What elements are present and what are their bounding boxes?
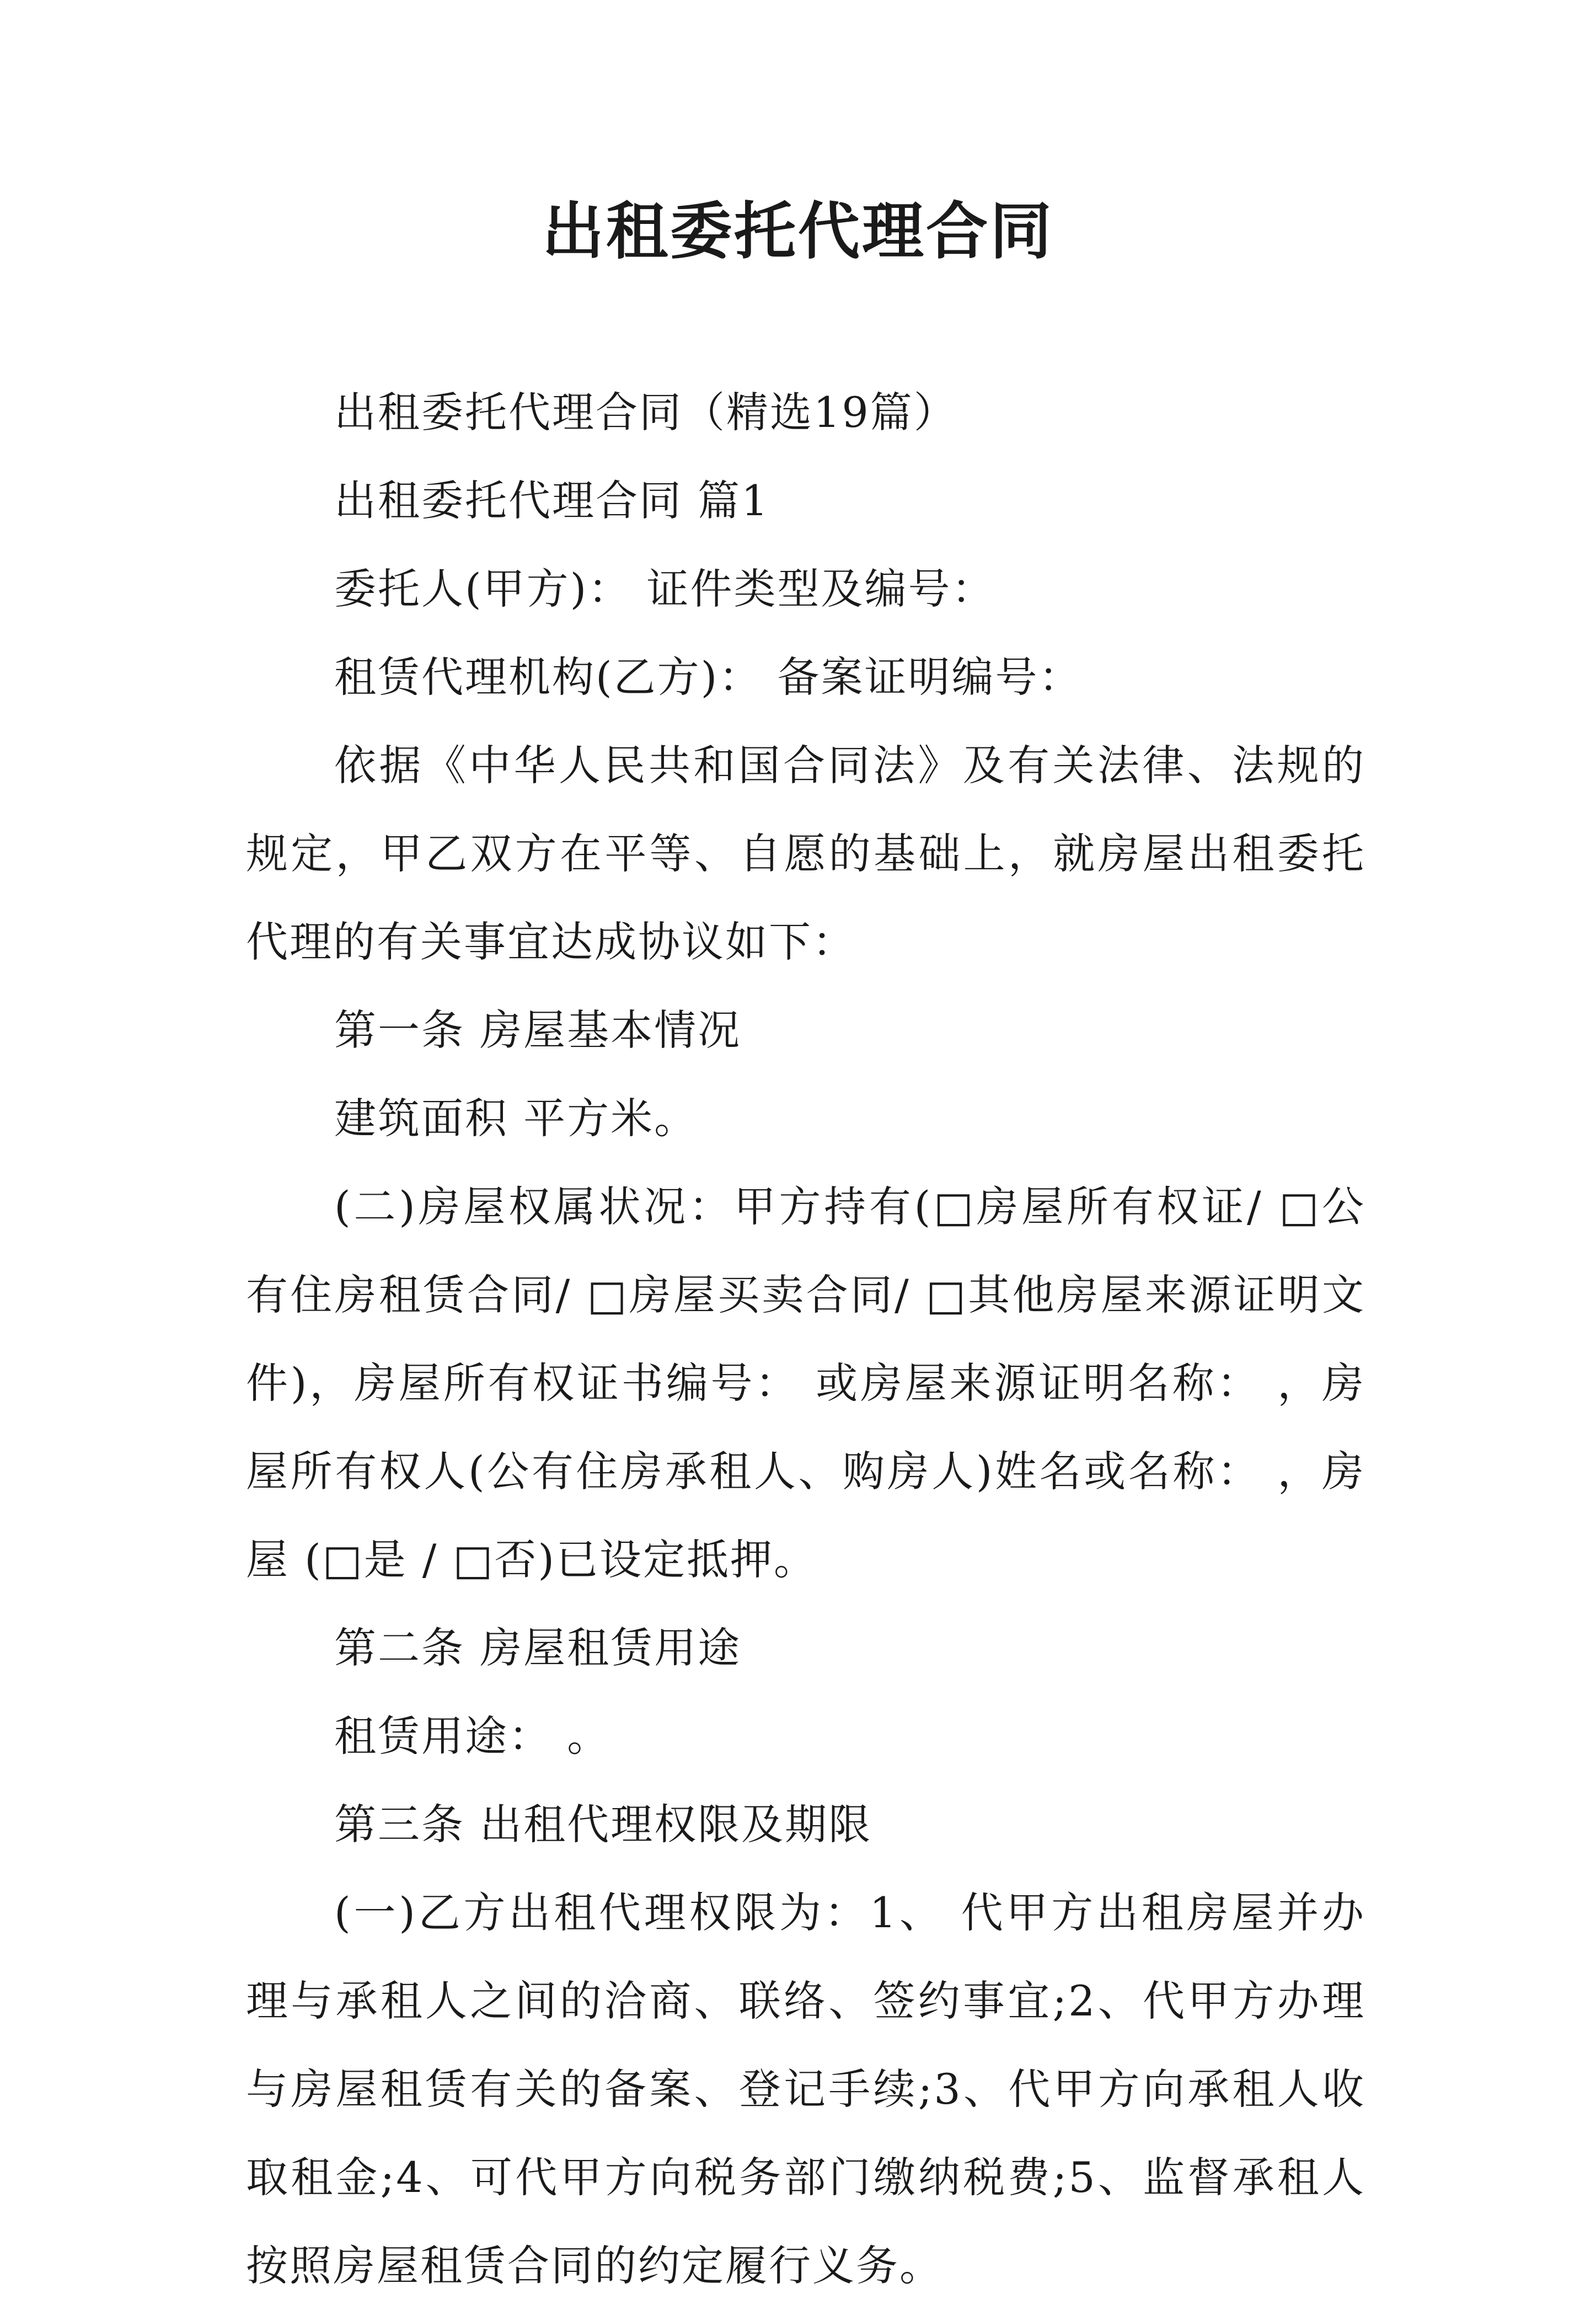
document-title: 出租委托代理合同	[542, 195, 1054, 268]
paragraph-article-1: 第一条 房屋基本情况	[334, 1006, 742, 1055]
document-body	[246, 368, 1365, 2310]
paragraph-article-3: 第三条 出租代理权限及期限	[334, 1800, 872, 1849]
paragraph-ownership-status: (二)房屋权属状况：甲方持有(□房屋所有权证/ □公有住房租赁合同/ □房屋买卖合同/ □其他房屋来源证明文件)，房屋所有权证书编号： 或房屋来源证明名称： ，房屋所有权人(公有住房承租人、购房人)姓名或名称： ，房屋 (□是 / □否)已设定抵押。	[246, 1182, 1365, 1584]
paragraph-agency-authority: (一)乙方出租代理权限为：1、 代甲方出租房屋并办理与承租人之间的洽商、联络、签约事宜;2、代甲方办理与房屋租赁有关的备案、登记手续;3、代甲方向承租人收取租金;4、可代甲方向税务部门缴纳税费;5、监督承租人按照房屋租赁合同的约定履行义务。	[246, 1888, 1365, 2290]
paragraph-article-2: 第二条 房屋租赁用途	[334, 1623, 742, 1672]
paragraph-preamble: 依据《中华人民共和国合同法》及有关法律、法规的规定，甲乙双方在平等、自愿的基础上，就房屋出租委托代理的有关事宜达成协议如下：	[246, 741, 1365, 966]
paragraph-section-heading: 出租委托代理合同 篇1	[334, 476, 770, 525]
paragraph-party-b: 租赁代理机构(乙方)： 备案证明编号：	[334, 653, 1083, 702]
paragraph-lease-purpose: 租赁用途： 。	[334, 1712, 611, 1761]
paragraph-subtitle: 出租委托代理合同（精选19篇）	[334, 388, 957, 437]
paragraph-building-area: 建筑面积 平方米。	[334, 1094, 698, 1143]
paragraph-party-a: 委托人(甲方)： 证件类型及编号：	[334, 564, 995, 613]
